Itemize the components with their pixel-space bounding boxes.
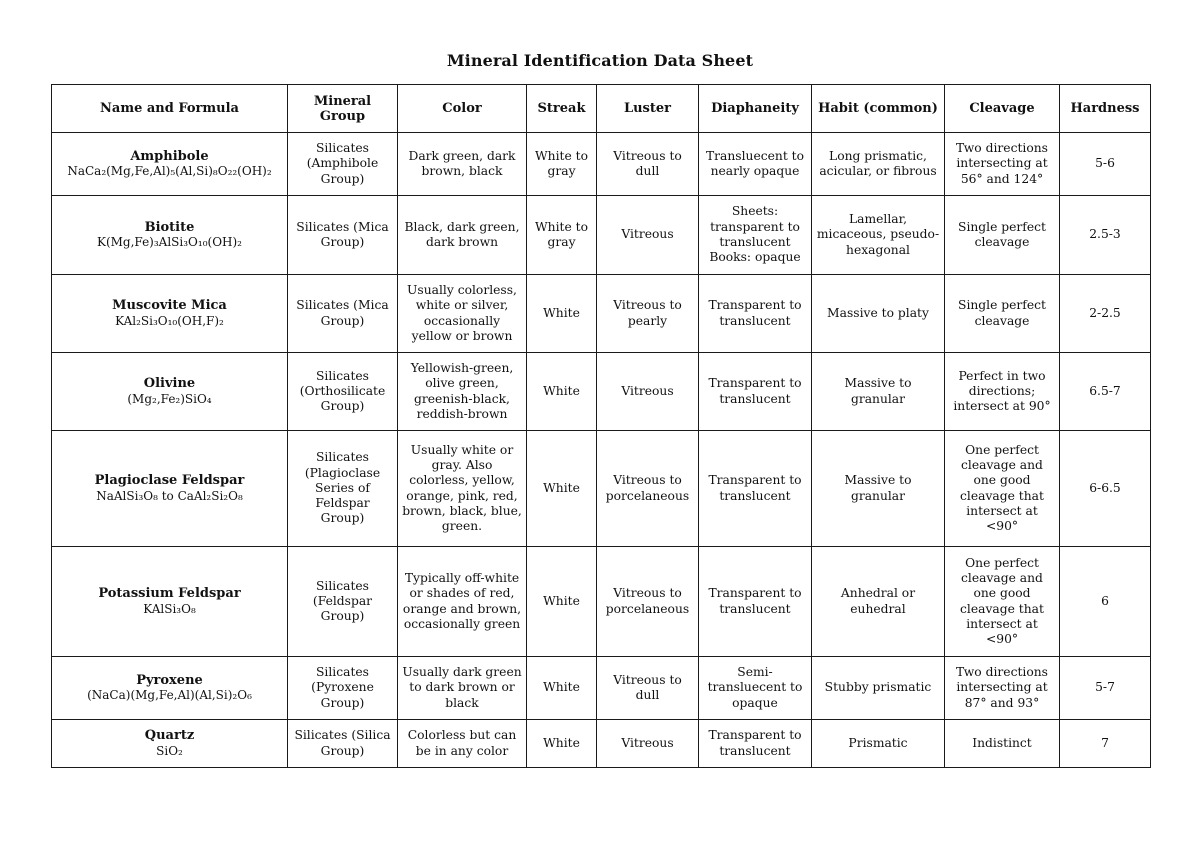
mineral-formula: (Mg₂,Fe₂)SiO₄ (127, 391, 212, 406)
cell-luster (597, 547, 699, 657)
streak-text: White (543, 480, 580, 495)
group-text: Silicates (Orthosilicate Group) (299, 368, 386, 414)
cell-group (288, 353, 398, 431)
color-text: Typically off-white or shades of red, orange and brown, occasionally green (402, 570, 522, 631)
cell-group (288, 431, 398, 547)
header-cleavage: Cleavage (945, 85, 1060, 133)
luster-text: Vitreous to porcelaneous (605, 473, 690, 503)
cell-hardness (1060, 657, 1151, 720)
color-text: Usually colorless, white or silver, occasionally yellow or brown (407, 282, 517, 343)
cell-name-formula (52, 547, 288, 657)
luster-text: Vitreous (621, 735, 674, 750)
hardness-text: 5-6 (1095, 156, 1115, 171)
cell-name-formula (52, 657, 288, 720)
cell-name-formula (52, 196, 288, 275)
header-hardness: Hardness (1060, 85, 1151, 133)
hardness-text: 6.5-7 (1089, 383, 1121, 398)
cleavage-text: Single perfect cleavage (958, 298, 1046, 328)
table-row (52, 547, 1151, 657)
cell-streak (527, 133, 597, 196)
cell-habit (812, 196, 945, 275)
hardness-text: 2-2.5 (1089, 305, 1121, 320)
luster-text: Vitreous (621, 383, 674, 398)
habit-text: Prismatic (848, 735, 908, 750)
color-text: Colorless but can be in any color (407, 728, 517, 758)
cell-name-formula (52, 720, 288, 768)
streak-text: White (543, 383, 580, 398)
mineral-formula: NaCa₂(Mg,Fe,Al)₅(Al,Si)₈O₂₂(OH)₂ (67, 164, 272, 178)
header-luster: Luster (597, 85, 699, 133)
cleavage-text: Perfect in two directions; intersect at 90° (953, 368, 1051, 414)
cell-luster (597, 353, 699, 431)
cell-cleavage (945, 275, 1060, 353)
mineral-name: Potassium Feldspar (98, 586, 241, 602)
cell-cleavage (945, 353, 1060, 431)
streak-text: White to gray (535, 219, 588, 249)
cell-luster (597, 431, 699, 547)
cell-habit (812, 720, 945, 768)
cell-habit (812, 657, 945, 720)
mineral-formula: KAl₂Si₃O₁₀(OH,F)₂ (115, 313, 224, 328)
cleavage-text: One perfect cleavage and one good cleavage that intersect at <90° (960, 555, 1044, 647)
cleavage-text: Two directions intersecting at 87° and 93° (956, 665, 1048, 710)
table-row (52, 275, 1151, 353)
color-text: Black, dark green, dark brown (404, 219, 520, 249)
diaphaneity-text: Semi-transluecent to opaque (707, 665, 803, 710)
cell-hardness (1060, 196, 1151, 275)
mineral-name: Quartz (144, 728, 195, 744)
header-row (52, 85, 1151, 133)
color-text: Yellowish-green, olive green, greenish-black, reddish-brown (410, 360, 514, 421)
hardness-text: 2.5-3 (1089, 227, 1121, 242)
cell-hardness (1060, 720, 1151, 768)
group-text: Silicates (Feldspar Group) (312, 578, 373, 624)
cell-diaphaneity (699, 657, 812, 720)
luster-text: Vitreous to porcelaneous (605, 586, 690, 616)
cell-group (288, 720, 398, 768)
cell-streak (527, 657, 597, 720)
header-diaphaneity: Diaphaneity (699, 85, 812, 133)
cell-diaphaneity (699, 196, 812, 275)
hardness-text: 5-7 (1095, 680, 1115, 695)
habit-text: Long prismatic, acicular, or fibrous (819, 148, 937, 178)
streak-text: White (543, 305, 580, 320)
mineral-formula: NaAlSi₃O₈ to CaAl₂Si₂O₈ (96, 488, 243, 503)
mineral-name: Muscovite Mica (112, 298, 227, 314)
diaphaneity-text: Transparent to translucent (708, 298, 802, 328)
cell-habit (812, 133, 945, 196)
cell-color (398, 431, 527, 547)
habit-text: Lamellar, micaceous, pseudo-hexagonal (816, 212, 940, 257)
cell-streak (527, 547, 597, 657)
mineral-formula: K(Mg,Fe)₃AlSi₃O₁₀(OH)₂ (96, 235, 242, 249)
table-row (52, 133, 1151, 196)
hardness-text: 6-6.5 (1089, 480, 1121, 495)
mineral-name: Plagioclase Feldspar (94, 473, 245, 489)
streak-text: White (543, 735, 580, 750)
luster-text: Vitreous (621, 227, 674, 242)
cleavage-text: Single perfect cleavage (958, 219, 1046, 249)
group-text: Silicates (Amphibole Group) (306, 141, 379, 186)
page-title: Mineral Identification Data Sheet (446, 51, 754, 70)
luster-text: Vitreous to dull (613, 148, 682, 178)
cell-luster (597, 275, 699, 353)
cell-name-formula (52, 431, 288, 547)
diaphaneity-text: Transparent to translucent (708, 473, 802, 503)
streak-text: White to gray (535, 148, 588, 178)
header-name: Name and Formula (52, 85, 288, 133)
table-row (52, 196, 1151, 275)
mineral-name: Pyroxene (136, 672, 203, 688)
header-habit: Habit (common) (812, 85, 945, 133)
color-text: Dark green, dark brown, black (408, 148, 516, 178)
habit-text: Massive to platy (827, 305, 929, 320)
cell-color (398, 720, 527, 768)
cell-color (398, 547, 527, 657)
cell-habit (812, 431, 945, 547)
group-text: Silicates (Mica Group) (296, 219, 389, 249)
mineral-table (51, 84, 1151, 768)
habit-text: Massive to granular (844, 473, 912, 503)
cell-streak (527, 353, 597, 431)
color-text: Usually white or gray. Also colorless, yellow, orange, pink, red, brown, black, blue, green. (402, 442, 522, 534)
cell-streak (527, 431, 597, 547)
cell-streak (527, 196, 597, 275)
cell-cleavage (945, 720, 1060, 768)
table-row (52, 657, 1151, 720)
cell-name-formula (52, 353, 288, 431)
cell-color (398, 657, 527, 720)
cell-color (398, 196, 527, 275)
cell-streak (527, 275, 597, 353)
cell-cleavage (945, 657, 1060, 720)
mineral-name: Biotite (144, 219, 195, 235)
header-group: Mineral Group (288, 85, 398, 133)
habit-text: Anhedral or euhedral (840, 586, 916, 616)
hardness-text: 6 (1101, 593, 1109, 608)
cell-group (288, 275, 398, 353)
diaphaneity-text: Transparent to translucent (708, 376, 802, 406)
cell-cleavage (945, 547, 1060, 657)
diaphaneity-text: Sheets: transparent to translucent Books: opaque (709, 204, 801, 265)
cell-group (288, 133, 398, 196)
table-row (52, 353, 1151, 431)
cell-diaphaneity (699, 431, 812, 547)
cell-color (398, 353, 527, 431)
cell-diaphaneity (699, 353, 812, 431)
cleavage-text: Indistinct (972, 735, 1032, 750)
cell-diaphaneity (699, 547, 812, 657)
streak-text: White (543, 680, 580, 695)
table-row (52, 720, 1151, 768)
cell-group (288, 657, 398, 720)
table-row (52, 431, 1151, 547)
cell-cleavage (945, 431, 1060, 547)
header-color: Color (398, 85, 527, 133)
streak-text: White (543, 593, 580, 608)
luster-text: Vitreous to dull (613, 672, 682, 702)
cell-habit (812, 547, 945, 657)
cell-hardness (1060, 275, 1151, 353)
cell-group (288, 547, 398, 657)
cleavage-text: One perfect cleavage and one good cleavage that intersect at <90° (960, 442, 1044, 534)
cell-habit (812, 353, 945, 431)
cell-cleavage (945, 133, 1060, 196)
cell-streak (527, 720, 597, 768)
cell-name-formula (52, 275, 288, 353)
cell-luster (597, 720, 699, 768)
group-text: Silicates (Silica Group) (294, 728, 391, 758)
cell-habit (812, 275, 945, 353)
mineral-formula: KAlSi₃O₈ (143, 601, 196, 616)
cell-hardness (1060, 353, 1151, 431)
cell-diaphaneity (699, 720, 812, 768)
habit-text: Stubby prismatic (824, 680, 932, 695)
group-text: Silicates (Mica Group) (296, 298, 389, 328)
cell-name-formula (52, 133, 288, 196)
diaphaneity-text: Transluecent to nearly opaque (705, 148, 805, 178)
cleavage-text: Two directions intersecting at 56° and 124° (956, 141, 1048, 186)
color-text: Usually dark green to dark brown or black (402, 665, 522, 710)
hardness-text: 7 (1101, 735, 1109, 750)
mineral-name: Amphibole (130, 148, 209, 164)
mineral-formula: SiO₂ (156, 743, 183, 758)
cell-hardness (1060, 133, 1151, 196)
cell-hardness (1060, 431, 1151, 547)
cell-luster (597, 133, 699, 196)
cell-cleavage (945, 196, 1060, 275)
diaphaneity-text: Transparent to translucent (708, 728, 802, 758)
cell-color (398, 275, 527, 353)
group-text: Silicates (Pyroxene Group) (311, 665, 374, 710)
group-text: Silicates (Plagioclase Series of Feldspar Group) (304, 450, 381, 526)
diaphaneity-text: Transparent to translucent (708, 586, 802, 616)
cell-diaphaneity (699, 133, 812, 196)
cell-diaphaneity (699, 275, 812, 353)
habit-text: Massive to granular (844, 376, 912, 406)
cell-group (288, 196, 398, 275)
mineral-name: Olivine (143, 376, 196, 392)
luster-text: Vitreous to pearly (613, 298, 682, 328)
cell-hardness (1060, 547, 1151, 657)
mineral-formula: (NaCa)(Mg,Fe,Al)(Al,Si)₂O₆ (87, 688, 252, 702)
cell-luster (597, 657, 699, 720)
cell-luster (597, 196, 699, 275)
cell-color (398, 133, 527, 196)
header-streak: Streak (527, 85, 597, 133)
